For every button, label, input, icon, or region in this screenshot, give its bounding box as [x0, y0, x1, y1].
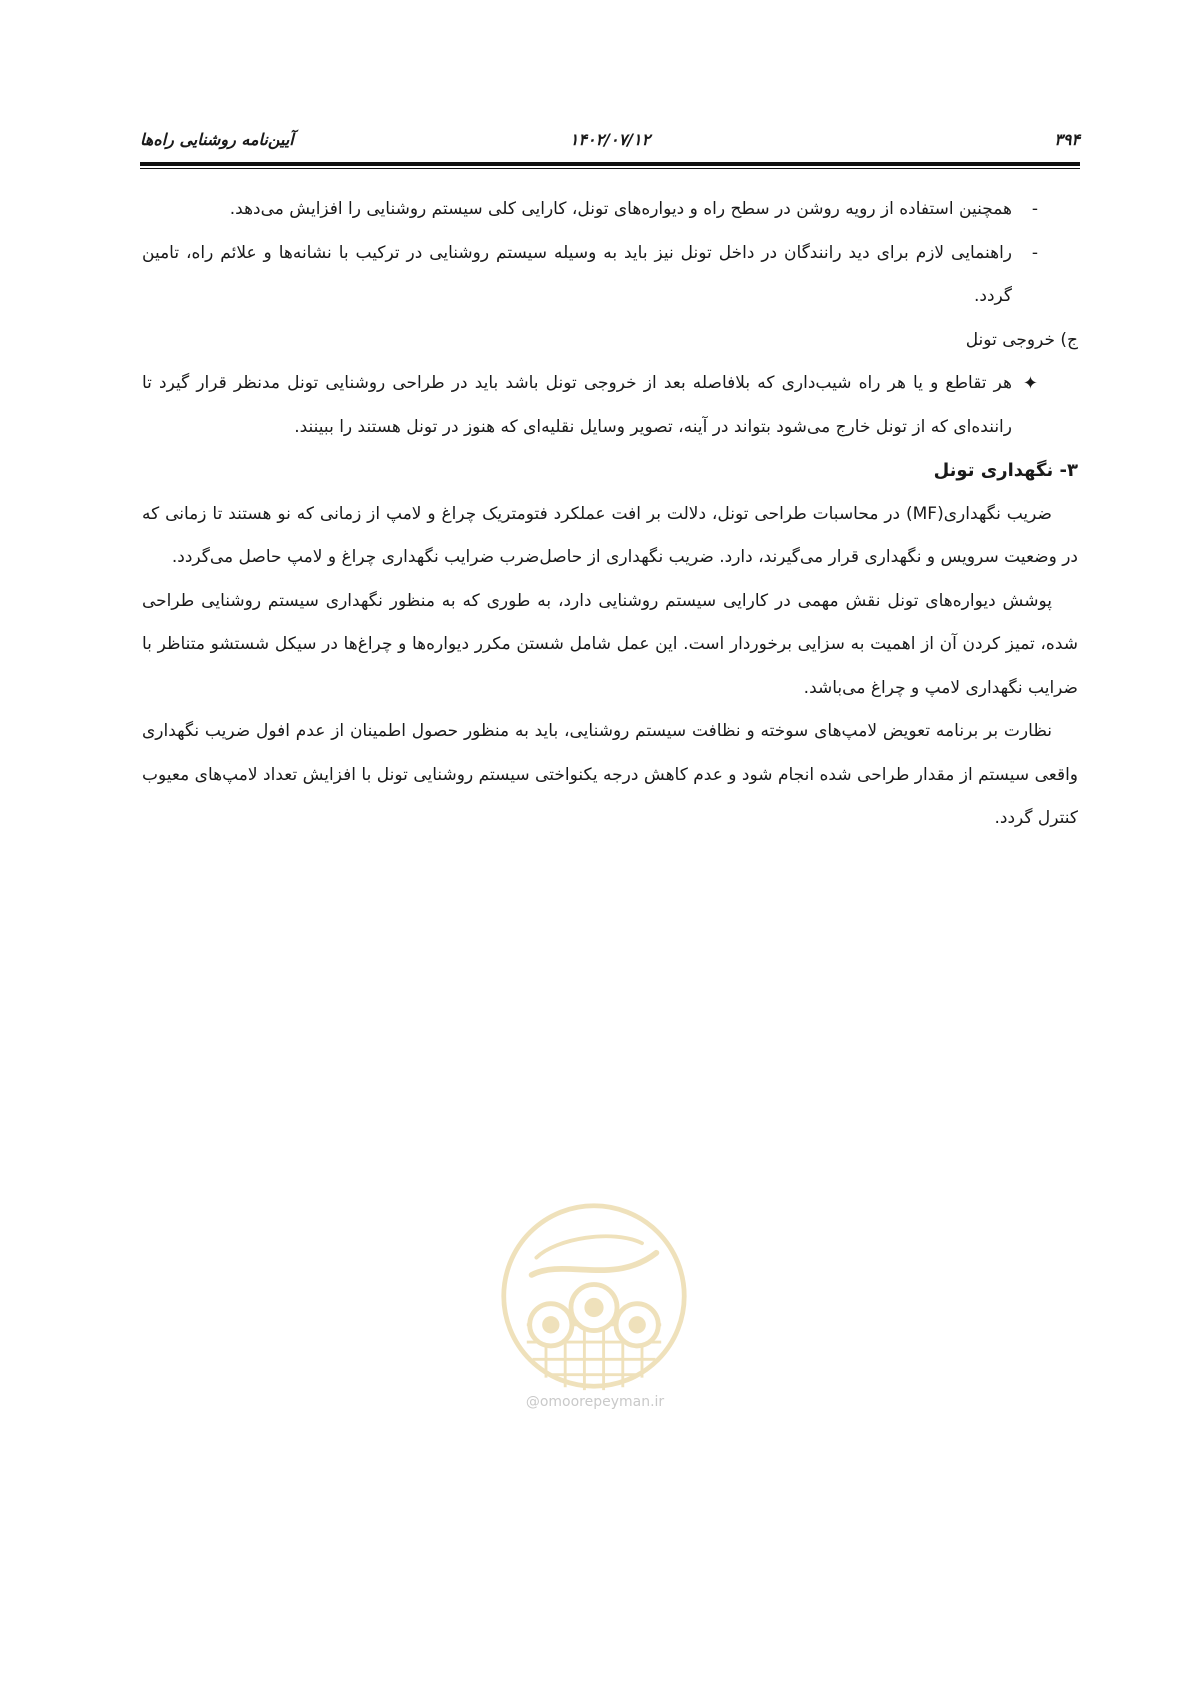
bullet-text: همچنین استفاده از رویه روشن در سطح راه و دیواره‌های تونل، کارایی کلی سیستم روشنایی را افزایش می‌دهد.: [229, 199, 1012, 219]
header-date: ۱۴۰۲/۰۷/۱۲: [569, 130, 651, 149]
page-content: [142, 188, 1078, 841]
star-item-text: هر تقاطع و یا هر راه شیب‌داری که بلافاصله بعد از خروجی تونل باشد باید در طراحی روشنایی تونل مدنظر قرار گیرد تا راننده‌ای که از تونل خارج می‌شود بتواند در آینه، تصویر وسایل نقلیه‌ای که هنوز در تونل هستند را ببینند.: [142, 373, 1012, 437]
section-heading: ۳- نگهداری تونل: [933, 460, 1078, 481]
paragraph: ضریب نگهداری(MF) در محاسبات طراحی تونل، دلالت بر افت عملکرد فتومتریک چراغ و لامپ از زمانی که نو هستند تا زمانی که در وضعیت سرویس و نگهداری قرار می‌گیرند، دارد. ضریب نگهداری از حاصل‌ضرب ضرایب نگهداری چراغ و لامپ حاصل می‌گردد.: [142, 503, 1078, 567]
header-rule-thick: [140, 162, 1080, 166]
bullet-text: راهنمایی لازم برای دید رانندگان در داخل تونل نیز باید به وسیله سیستم روشنایی در ترکیب با نشانه‌ها و علائم راه، تامین گردد.: [142, 242, 1012, 306]
dash-marker: -: [1031, 199, 1038, 219]
paragraph: نظارت بر برنامه تعویض لامپ‌های سوخته و نظافت سیستم روشنایی، باید به منظور حصول اطمینان از عدم افول ضریب نگهداری واقعی سیستم از مقدار طراحی شده انجام شود و عدم کاهش درجه یکنواختی سیستم روشنایی تونل با افزایش تعداد لامپ‌های معیوب کنترل گردد.: [142, 721, 1078, 828]
subsection-title: ج) خروجی تونل: [965, 329, 1078, 350]
header-title: آیین‌نامه روشنایی راه‌ها: [140, 130, 294, 149]
bullet-item: [142, 188, 1078, 232]
watermark-url: @omoorepeyman.ir: [525, 1394, 665, 1410]
paragraph: پوشش دیواره‌های تونل نقش مهمی در کارایی سیستم روشنایی دارد، به طوری که به منظور نگهداری سیستم روشنایی طراحی شده، تمیز کردن آن از اهمیت به سزایی برخوردار است. این عمل شامل شستن مکرر دیواره‌ها و چراغ‌ها در سیکل شستشو متناظر با ضرایب نگهداری لامپ و چراغ می‌باشد.: [142, 590, 1078, 698]
page-header: [140, 118, 1080, 158]
dash-marker: -: [1031, 242, 1038, 263]
bullet-item: [142, 232, 1078, 319]
star-item: [142, 362, 1078, 449]
header-rule-thin: [140, 168, 1080, 169]
star-icon: ✦: [1022, 373, 1038, 394]
page-number: ۳۹۴: [1054, 130, 1080, 149]
watermark-logo-icon: [498, 1200, 690, 1392]
